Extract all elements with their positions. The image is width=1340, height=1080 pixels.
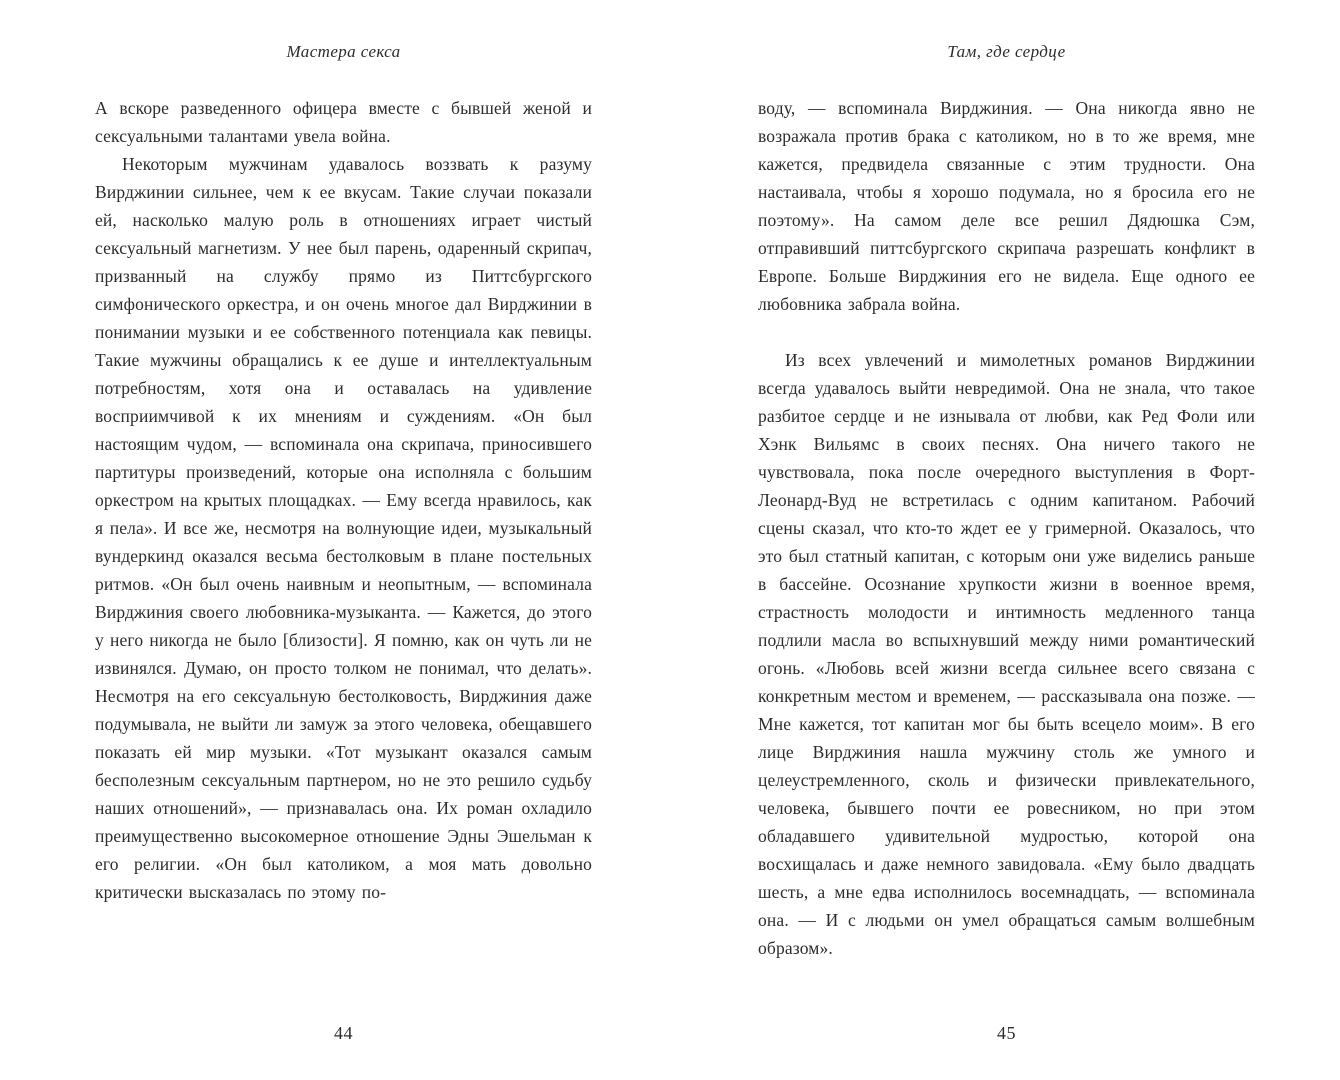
paragraph: Некоторым мужчинам удавалось воззвать к разуму Вирджинии сильнее, чем к ее вкусам. Такие случаи показали ей, насколько малую роль в отношениях играет чистый сексуальный магнетизм. У нее был парень, одаренный скрипач, призванный на службу прямо из Питтсбургского симфонического оркестра, и он очень многое дал Вирджинии в понимании музыки и ее собственного потенциала как певицы. Такие мужчины обращались к ее душе и интеллектуальным потребностям, хотя она и оставалась на удивление восприимчивой к их мнениям и суждениям. «Он был настоящим чудом, — вспоминала она скрипача, приносившего партитуры произведений, которые она исполняла с большим оркестром на крытых площадках. — Ему всегда нравилось, как я пела». И все же, несмотря на волнующие идеи, музыкальный вундеркинд оказался весьма бестолковым в плане постельных ритмов. «Он был очень наивным и неопытным, — вспоминала Вирджиния своего любовника-музыканта. — Кажется, до этого у него никогда не было [близости]. Я помню, как он чуть ли не извинялся. Думаю, он просто толком не понимал, что делать». Несмотря на его сексуальную бестолковость, Вирджиния даже подумывала, не выйти ли замуж за этого человека, обещавшего показать ей мир музыки. «Тот музыкант оказался самым бесполезным сексуальным партнером, но не это решило судьбу наших отношений», — признавалась она. Их роман охладило преимущественно высокомерное отношение Эдны Эшельман к его религии. «Он был католиком, а моя мать довольно критически высказалась по этому по- — [95, 154, 592, 902]
paragraph: Из всех увлечений и мимолетных романов Вирджинии всегда удавалось выйти невредимой. Она не знала, что такое разбитое сердце и не изнывала от любви, как Ред Фоли или Хэнк Вильямс в своих песнях. Она ничего такого не чувствовала, пока после очередного выступления в Форт-Леонард-Вуд не встретилась с одним капитаном. Рабочий сцены сказал, что кто-то ждет ее у гримерной. Оказалось, что это был статный капитан, с которым они уже виделись раньше в бассейне. Осознание хрупкости жизни в военное время, страстность молодости и интимность медленного танца подлили масла во вспыхнувший между ними романтический огонь. «Любовь всей жизни всегда сильнее всего связана с конкретным местом и временем, — рассказывала она позже. — Мне кажется, тот капитан мог бы быть всецело моим». В его лице Вирджиния нашла мужчину столь же умного и целеустремленного, сколь и физически привлекательного, человека, бывшего почти ее ровесником, но при этом обладавшего удивительной мудростью, которой она восхищалась и даже немного завидовала. «Ему было двадцать шесть, а мне едва исполнилось восемнадцать, — вспоминала она. — И с людьми он умел обращаться самым волшебным образом». — [758, 350, 1255, 958]
left-page-text — [95, 94, 592, 906]
right-page — [758, 42, 1255, 1080]
left-page-number: 44 — [334, 1023, 353, 1043]
right-page-number: 45 — [997, 1023, 1016, 1043]
right-page-text — [758, 94, 1255, 962]
paragraph: А вскоре разведенного офицера вместе с бывшей женой и сексуальными талантами увела война. — [95, 98, 592, 146]
right-running-head: Там, где сердце — [947, 42, 1066, 61]
paragraph: воду, — вспоминала Вирджиния. — Она никогда явно не возражала против брака с католиком, но в то же время, мне кажется, предвидела связанные с этим трудности. Она настаивала, чтобы я хорошо подумала, но я бросила его не поэтому». На самом деле все решил Дядюшка Сэм, отправивший питтсбургского скрипача разрешать конфликт в Европе. Больше Вирджиния его не видела. Еще одного ее любовника забрала война. — [758, 98, 1255, 314]
left-running-head: Мастера секса — [286, 42, 401, 61]
left-page — [95, 42, 592, 1080]
